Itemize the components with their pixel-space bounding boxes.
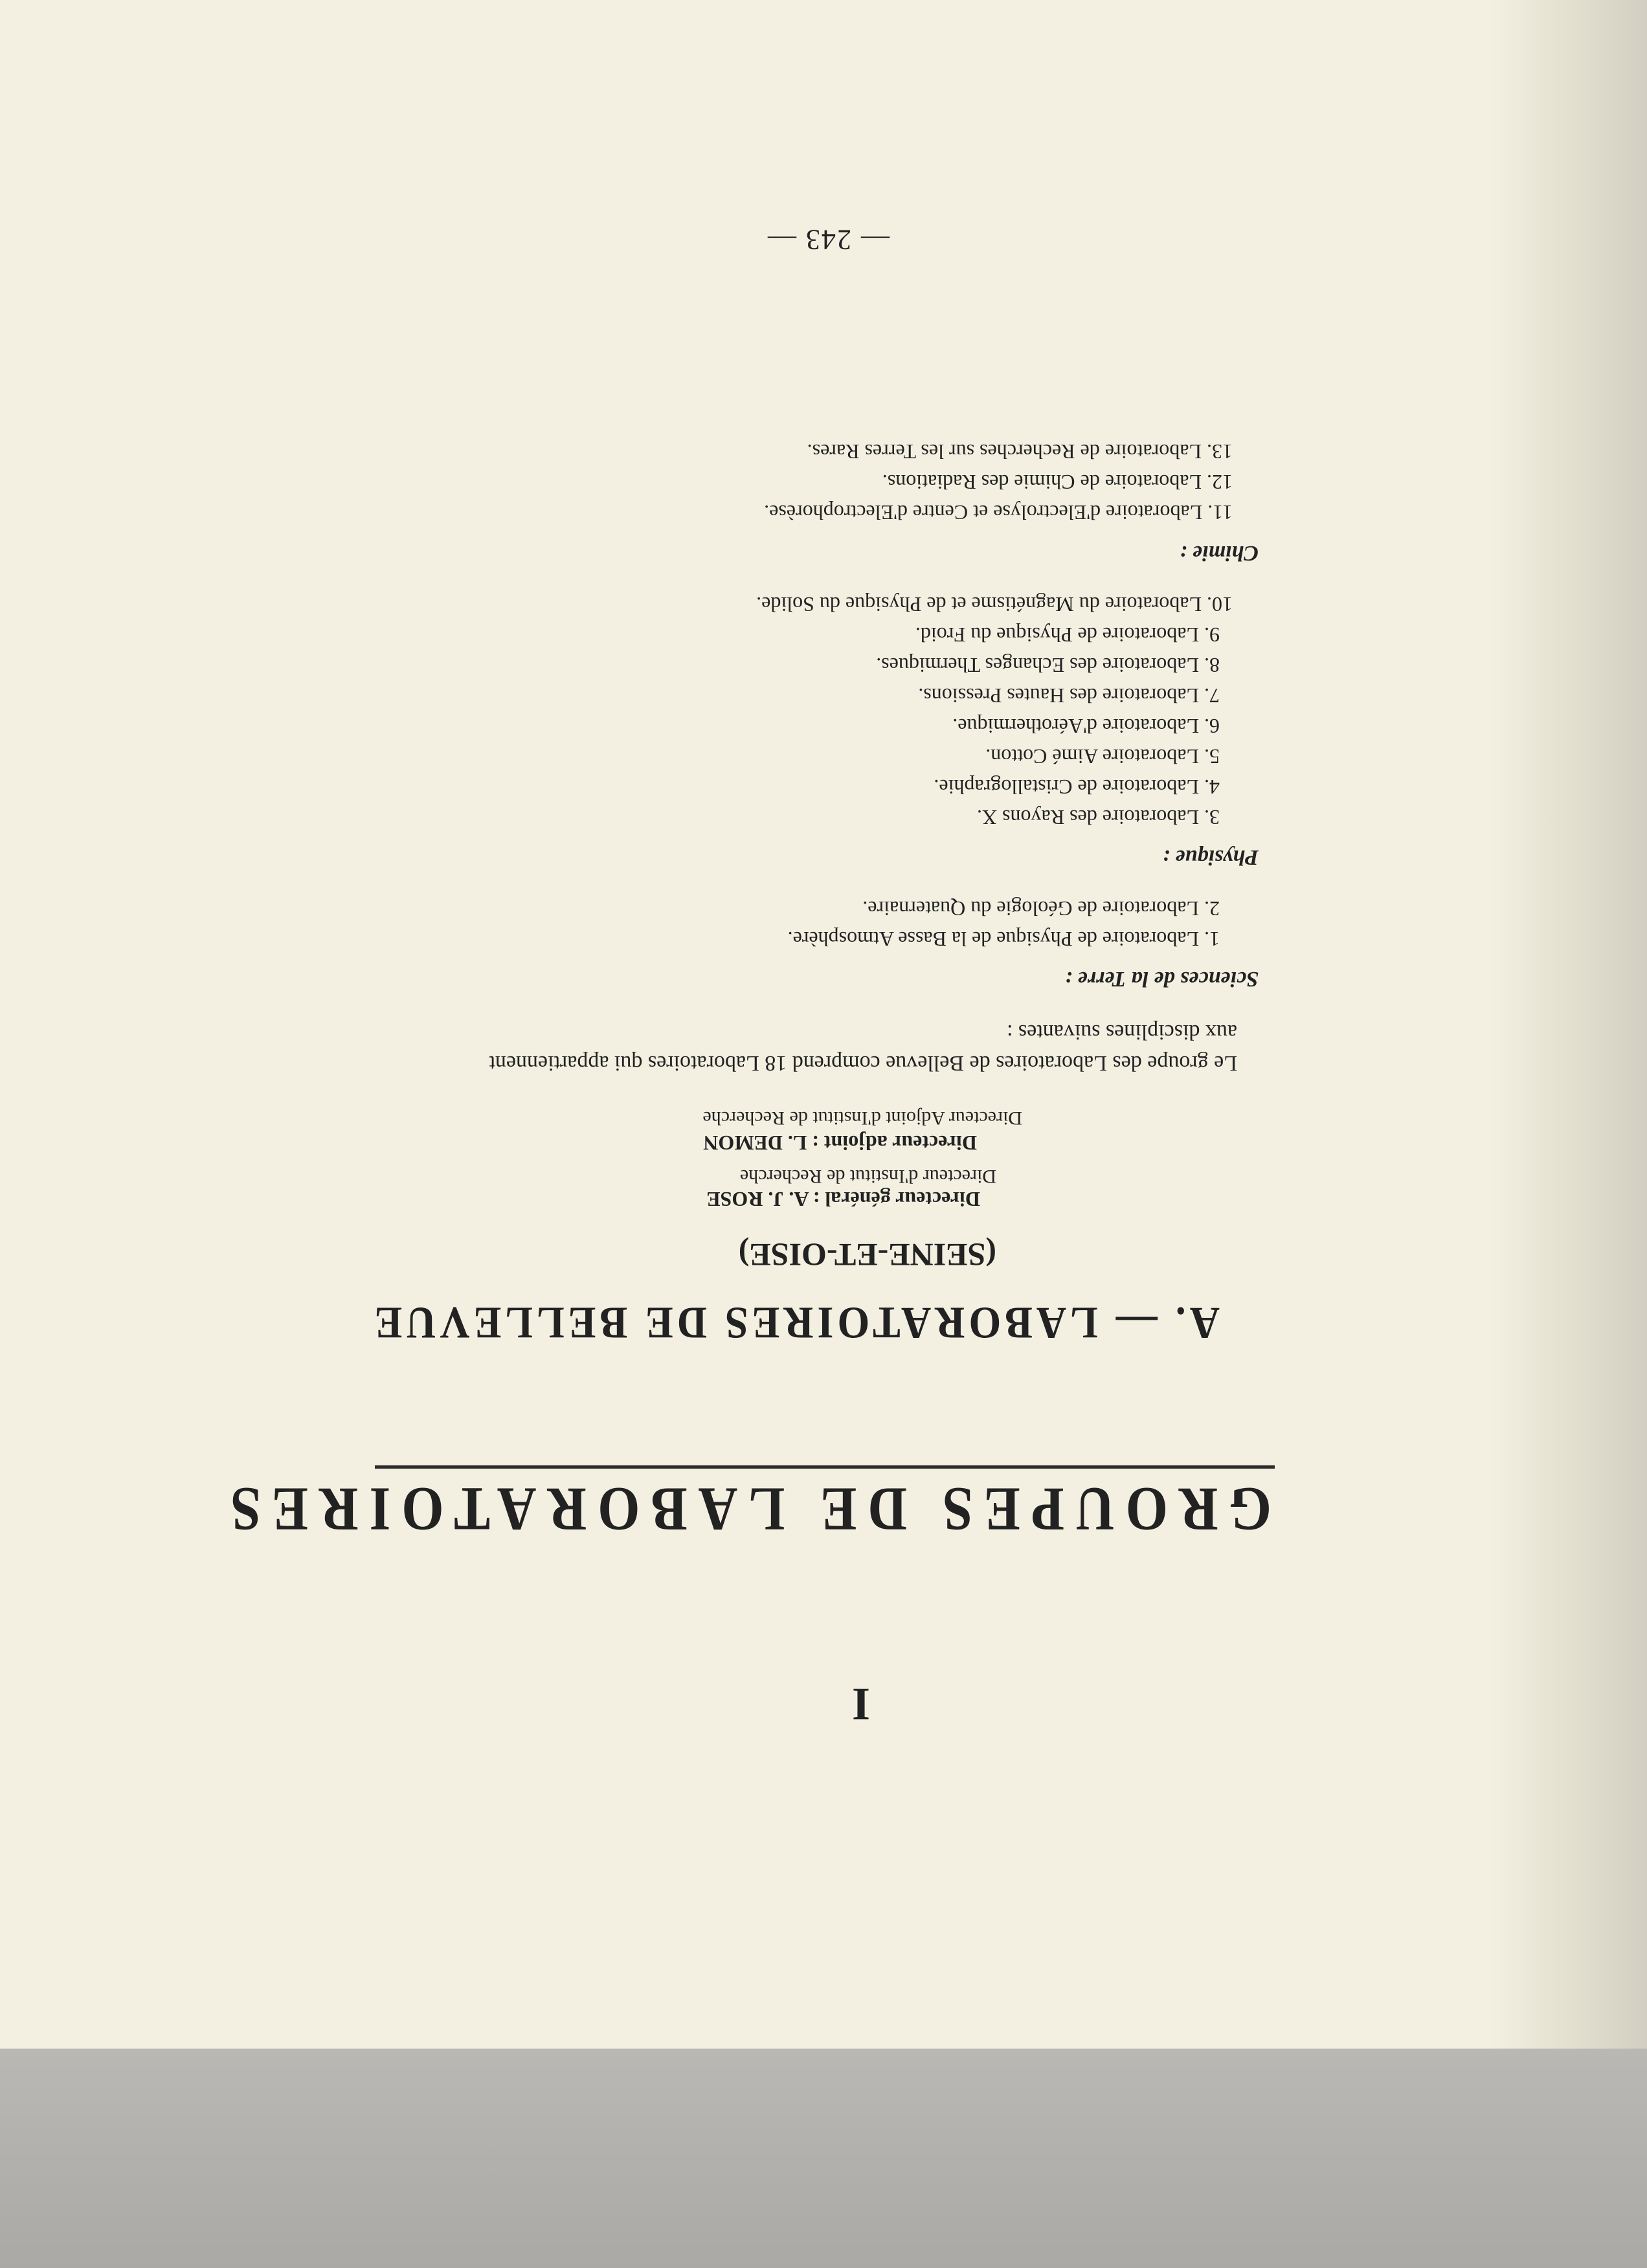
laboratory-item: 5. Laboratoire Aimé Cotton. [985,745,1220,768]
laboratory-item: 2. Laboratoire de Géologie du Quaternaire. [862,897,1220,920]
discipline-heading-physics: Physique : [1162,845,1259,869]
laboratory-item: 13. Laboratoire de Recherches sur les Terres Rares. [807,440,1233,463]
laboratory-item: 12. Laboratoire de Chimie des Radiations. [882,471,1233,494]
director-general-title: Directeur d'Institut de Recherche [739,1166,996,1187]
laboratory-item: 1. Laboratoire de Physique de la Basse Atmosphère. [787,928,1220,951]
laboratory-item: 8. Laboratoire des Echanges Thermiques. [876,654,1220,677]
deputy-director-title: Directeur Adjoint d'Institut de Recherche [702,1107,1022,1129]
title-rule [375,1465,1275,1469]
laboratory-item: 7. Laboratoire des Hautes Pressions. [918,684,1220,707]
laboratory-item: 11. Laboratoire d'Electrolyse et Centre d'Electrophorèse. [764,501,1233,524]
intro-line-1: Le groupe des Laboratoires de Bellevue comprend 18 Laboratoires qui appartiennent [489,1051,1237,1075]
laboratory-item: 6. Laboratoire d'Aérothermique. [952,715,1220,738]
intro-line-2: aux disciplines suivantes : [1006,1020,1237,1044]
group-title: A. — LABORATOIRES DE BELLEVUE [370,1298,1220,1349]
laboratory-item: 10. Laboratoire du Magnétisme et de Physique du Solide. [756,593,1233,616]
discipline-heading-earth-sciences: Sciences de la Terre : [1064,967,1259,991]
director-general-name: Directeur général : A. J. ROSE [706,1188,980,1211]
group-region: (SEINE-ET-OISE) [738,1237,996,1273]
laboratory-item: 9. Laboratoire de Physique du Froid. [915,623,1220,647]
laboratory-item: 4. Laboratoire de Cristallographie. [934,775,1220,799]
laboratory-item: 3. Laboratoire des Rayons X. [976,806,1220,829]
section-title: GROUPES DE LABORATOIRES [219,1474,1272,1544]
section-number: I [851,1678,870,1730]
page-number: — 243 — [767,224,890,256]
discipline-heading-chemistry: Chimie : [1180,541,1259,565]
deputy-director-name: Directeur adjoint : L. DEMON [703,1131,977,1155]
